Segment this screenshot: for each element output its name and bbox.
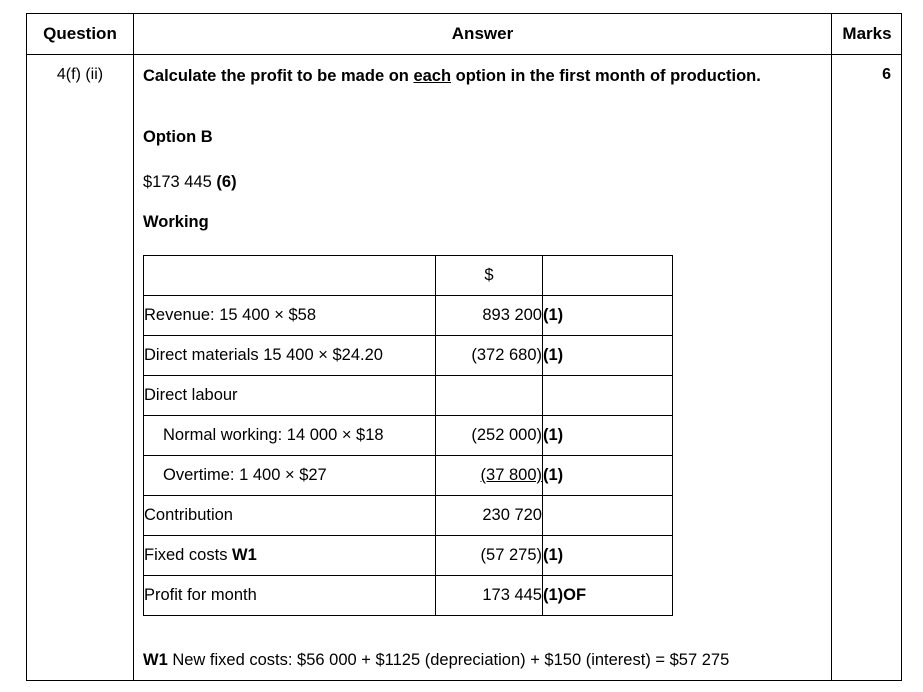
row-mark-direct-materials: (1)	[543, 336, 673, 376]
working-header-label	[144, 256, 436, 296]
row-amount-normal-working: (252 000)	[436, 416, 543, 456]
table-row	[144, 336, 673, 376]
result-line	[143, 173, 823, 192]
row-label-profit: Profit for month	[144, 576, 436, 616]
row-mark-revenue: (1)	[543, 296, 673, 336]
working-title: Working	[143, 213, 209, 231]
header-answer: Answer	[451, 24, 514, 43]
table-row	[144, 576, 673, 616]
table-row	[144, 416, 673, 456]
row-mark-fixed-costs: (1)	[543, 536, 673, 576]
row-label-revenue: Revenue: 15 400 × $58	[144, 296, 436, 336]
w1-note-label: W1	[143, 651, 168, 669]
row-label-fixed-costs-ref: W1	[232, 546, 257, 564]
row-label-overtime: Overtime: 1 400 × $27	[144, 456, 436, 496]
row-amount-direct-materials: (372 680)	[436, 336, 543, 376]
option-title: Option B	[143, 128, 213, 146]
row-amount-contribution: 230 720	[436, 496, 543, 536]
row-amount-overtime: (37 800)	[480, 466, 542, 484]
question-text-part1: Calculate the profit to be made on	[143, 67, 414, 85]
result-marks: (6)	[216, 173, 237, 191]
working-header-row	[144, 256, 673, 296]
question-text-part2: option in the first month of production.	[451, 67, 761, 85]
row-mark-direct-labour	[543, 376, 673, 416]
row-label-normal-working: Normal working: 14 000 × $18	[144, 416, 436, 456]
table-row	[144, 376, 673, 416]
w1-note	[143, 651, 823, 670]
row-label-direct-labour: Direct labour	[144, 376, 436, 416]
column-divider-marks	[831, 14, 832, 680]
question-text	[143, 66, 823, 87]
row-label-fixed-costs-cell	[144, 536, 436, 576]
row-amount-overtime-cell	[436, 456, 543, 496]
table-row	[144, 536, 673, 576]
result-value: $173 445	[143, 173, 212, 191]
column-divider-question	[133, 14, 134, 680]
row-amount-direct-labour	[436, 376, 543, 416]
table-row	[144, 296, 673, 336]
row-label-fixed-costs: Fixed costs	[144, 546, 233, 564]
row-mark-overtime: (1)	[543, 456, 673, 496]
row-mark-normal-working: (1)	[543, 416, 673, 456]
header-marks: Marks	[842, 24, 892, 43]
w1-note-text: New fixed costs: $56 000 + $1125 (depreciation) + $150 (interest) = $57 275	[167, 651, 730, 669]
row-amount-profit: 173 445	[436, 576, 543, 616]
working-header-marks	[543, 256, 673, 296]
header-divider	[27, 54, 901, 55]
mark-scheme-table	[26, 13, 902, 681]
working-header-currency: $	[436, 256, 543, 296]
row-mark-contribution	[543, 496, 673, 536]
row-label-contribution: Contribution	[144, 496, 436, 536]
row-amount-revenue: 893 200	[436, 296, 543, 336]
question-number: 4(f) (ii)	[56, 66, 104, 83]
header-question: Question	[43, 24, 117, 43]
marks-value: 6	[882, 66, 891, 83]
working-table	[143, 255, 673, 616]
row-mark-profit: (1)OF	[543, 576, 673, 616]
row-amount-fixed-costs: (57 275)	[436, 536, 543, 576]
table-row	[144, 496, 673, 536]
row-label-direct-materials: Direct materials 15 400 × $24.20	[144, 336, 436, 376]
table-row	[144, 456, 673, 496]
question-text-emphasis: each	[413, 67, 452, 85]
